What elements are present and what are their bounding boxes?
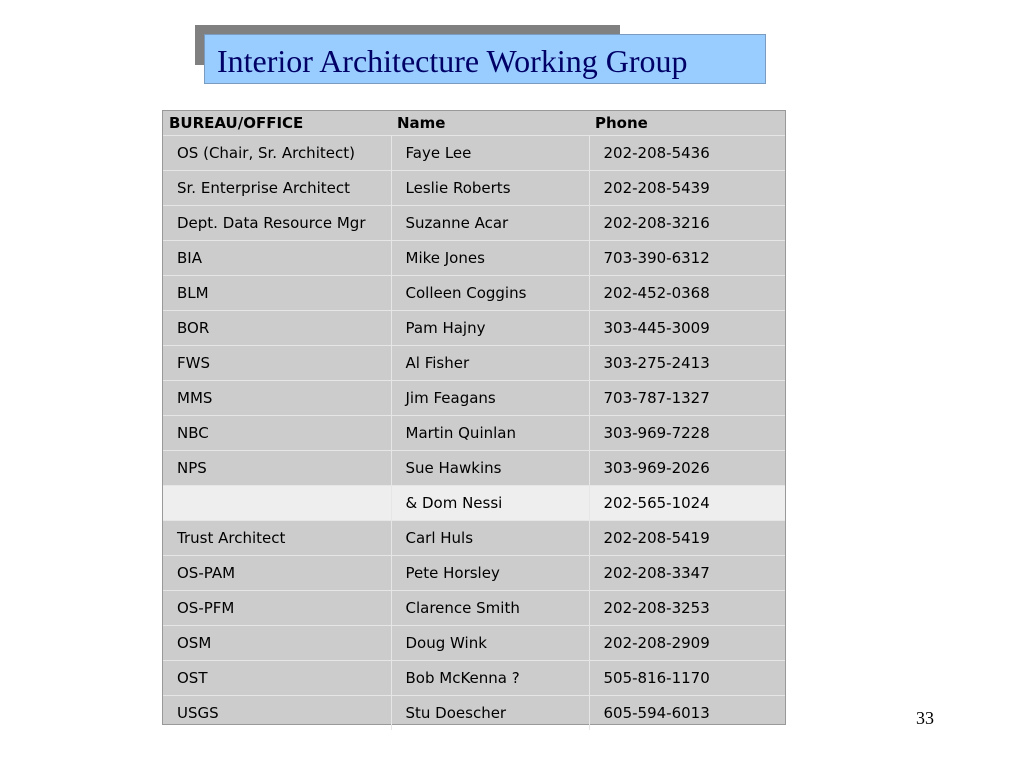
phone-cell: 202-208-3216 xyxy=(589,206,785,241)
slide-title: Interior Architecture Working Group xyxy=(217,43,688,79)
bureau-cell: NPS xyxy=(163,451,391,486)
name-cell: Clarence Smith xyxy=(391,591,589,626)
table-row xyxy=(163,381,785,416)
bureau-cell: OS (Chair, Sr. Architect) xyxy=(163,136,391,171)
bureau-cell: USGS xyxy=(163,696,391,731)
bureau-cell: OST xyxy=(163,661,391,696)
name-cell: Pam Hajny xyxy=(391,311,589,346)
page-number: 33 xyxy=(916,708,934,728)
name-cell: Carl Huls xyxy=(391,521,589,556)
table-row xyxy=(163,136,785,171)
phone-cell: 202-208-5419 xyxy=(589,521,785,556)
table-header-row xyxy=(163,111,785,136)
name-cell: & Dom Nessi xyxy=(391,486,589,521)
title-box xyxy=(204,34,766,84)
name-cell: Suzanne Acar xyxy=(391,206,589,241)
phone-cell: 202-208-5436 xyxy=(589,136,785,171)
header-phone: Phone xyxy=(589,111,785,136)
name-cell: Martin Quinlan xyxy=(391,416,589,451)
contacts-table xyxy=(163,111,785,730)
table-row xyxy=(163,276,785,311)
phone-cell: 703-390-6312 xyxy=(589,241,785,276)
bureau-cell: BOR xyxy=(163,311,391,346)
table-row xyxy=(163,696,785,731)
table-row xyxy=(163,206,785,241)
name-cell: Al Fisher xyxy=(391,346,589,381)
phone-cell: 202-452-0368 xyxy=(589,276,785,311)
phone-cell: 202-208-3347 xyxy=(589,556,785,591)
header-bureau-office: BUREAU/OFFICE xyxy=(163,111,391,136)
phone-cell: 303-969-2026 xyxy=(589,451,785,486)
table-row xyxy=(163,171,785,206)
contacts-table-container xyxy=(162,110,786,725)
name-cell: Bob McKenna ? xyxy=(391,661,589,696)
table-row xyxy=(163,241,785,276)
bureau-cell: Trust Architect xyxy=(163,521,391,556)
table-row xyxy=(163,591,785,626)
name-cell: Stu Doescher xyxy=(391,696,589,731)
phone-cell: 202-565-1024 xyxy=(589,486,785,521)
name-cell: Sue Hawkins xyxy=(391,451,589,486)
phone-cell: 202-208-3253 xyxy=(589,591,785,626)
name-cell: Faye Lee xyxy=(391,136,589,171)
phone-cell: 303-969-7228 xyxy=(589,416,785,451)
table-row xyxy=(163,661,785,696)
header-name: Name xyxy=(391,111,589,136)
name-cell: Colleen Coggins xyxy=(391,276,589,311)
name-cell: Doug Wink xyxy=(391,626,589,661)
name-cell: Pete Horsley xyxy=(391,556,589,591)
table-row xyxy=(163,451,785,486)
bureau-cell: Sr. Enterprise Architect xyxy=(163,171,391,206)
table-row xyxy=(163,556,785,591)
bureau-cell xyxy=(163,486,391,521)
table-row-highlighted xyxy=(163,486,785,521)
bureau-cell: FWS xyxy=(163,346,391,381)
phone-cell: 202-208-2909 xyxy=(589,626,785,661)
bureau-cell: BIA xyxy=(163,241,391,276)
table-row xyxy=(163,346,785,381)
phone-cell: 703-787-1327 xyxy=(589,381,785,416)
name-cell: Leslie Roberts xyxy=(391,171,589,206)
table-row xyxy=(163,626,785,661)
table-row xyxy=(163,311,785,346)
bureau-cell: MMS xyxy=(163,381,391,416)
table-row xyxy=(163,521,785,556)
bureau-cell: NBC xyxy=(163,416,391,451)
name-cell: Mike Jones xyxy=(391,241,589,276)
bureau-cell: Dept. Data Resource Mgr xyxy=(163,206,391,241)
phone-cell: 605-594-6013 xyxy=(589,696,785,731)
phone-cell: 505-816-1170 xyxy=(589,661,785,696)
phone-cell: 202-208-5439 xyxy=(589,171,785,206)
bureau-cell: OS-PAM xyxy=(163,556,391,591)
bureau-cell: OSM xyxy=(163,626,391,661)
phone-cell: 303-275-2413 xyxy=(589,346,785,381)
table-row xyxy=(163,416,785,451)
bureau-cell: BLM xyxy=(163,276,391,311)
phone-cell: 303-445-3009 xyxy=(589,311,785,346)
name-cell: Jim Feagans xyxy=(391,381,589,416)
bureau-cell: OS-PFM xyxy=(163,591,391,626)
